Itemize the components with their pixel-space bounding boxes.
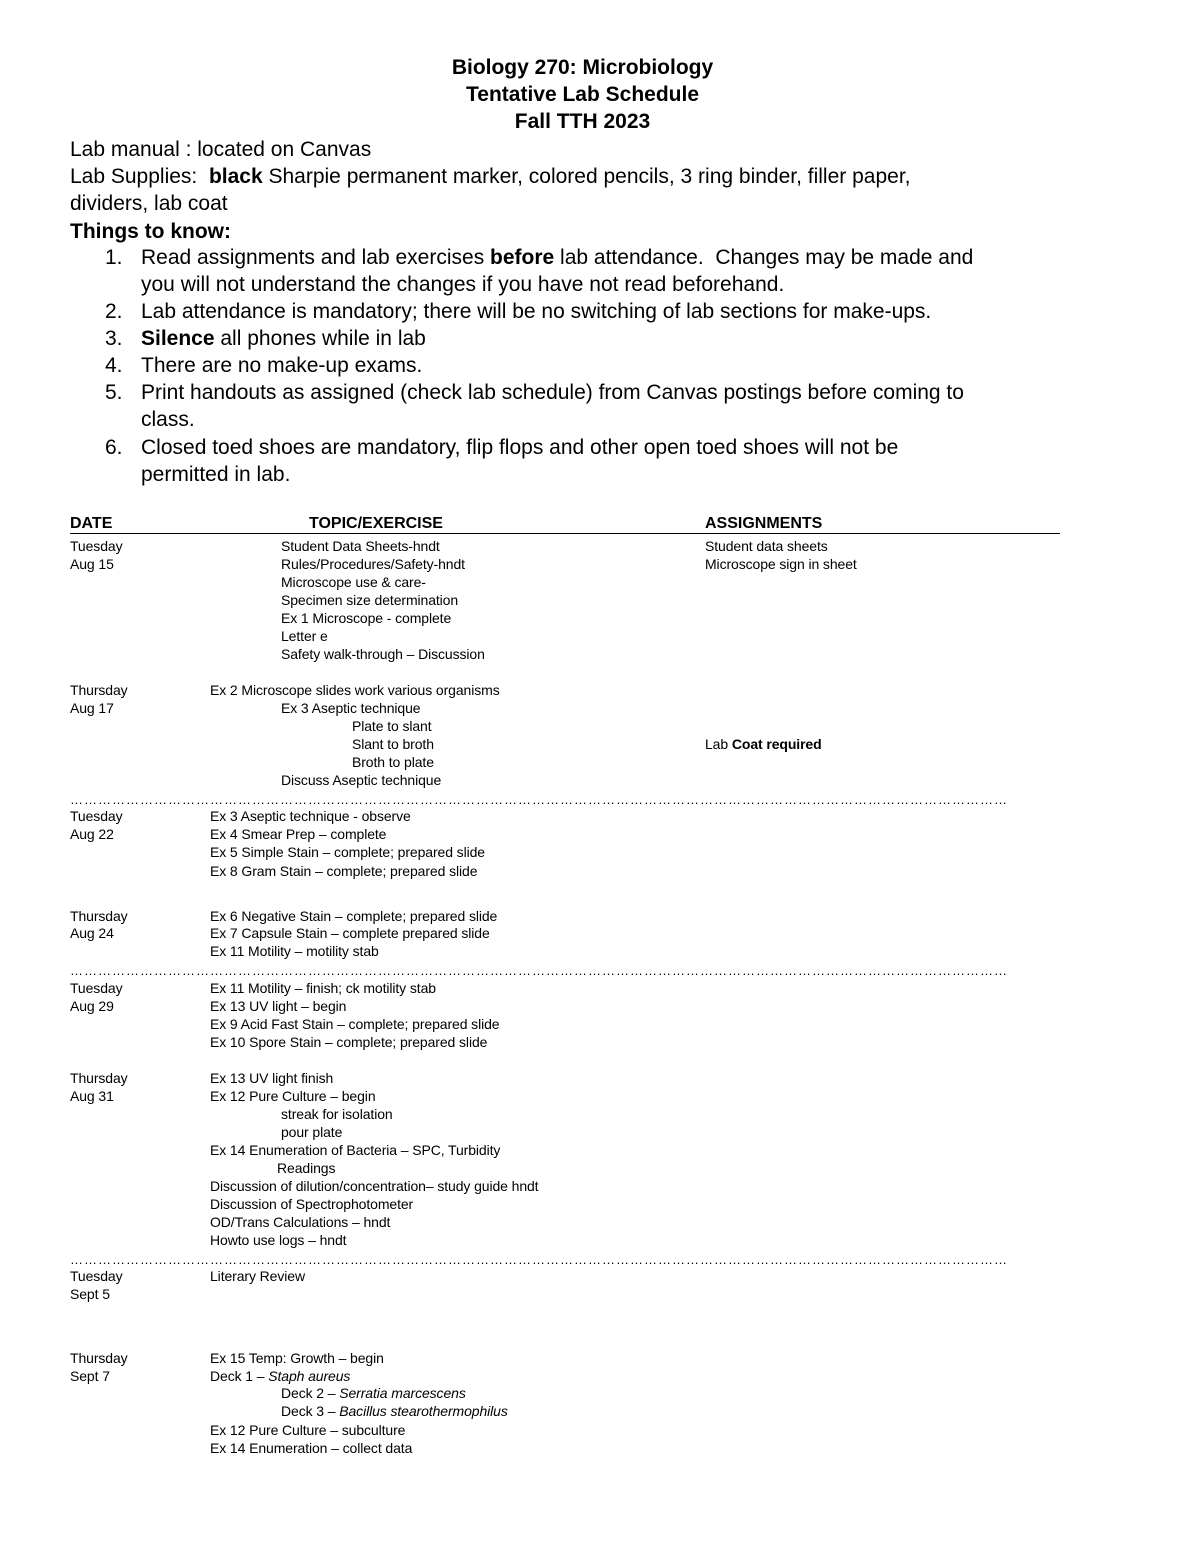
topic-line: Microscope use & care-: [281, 574, 426, 590]
topic-line: Ex 12 Pure Culture – subculture: [210, 1422, 406, 1438]
deck-label: Deck 1 –: [210, 1368, 269, 1384]
session-day: Tuesday: [70, 1268, 123, 1284]
things-item-4: There are no make-up exams.: [141, 354, 423, 377]
topic-line: Ex 2 Microscope slides work various organisms: [210, 682, 500, 698]
doc-subtitle: Tentative Lab Schedule: [466, 83, 699, 106]
topic-line: Ex 11 Motility – motility stab: [210, 943, 379, 959]
topic-line: Ex 13 UV light finish: [210, 1070, 334, 1086]
supplies-rest: Sharpie permanent marker, colored pencils, 3 ring binder, filler paper,: [262, 165, 911, 188]
topic-line: Literary Review: [210, 1268, 305, 1284]
session-day: Thursday: [70, 1070, 128, 1086]
topic-line: Ex 8 Gram Stain – complete; prepared slide: [210, 863, 478, 879]
topic-line: Broth to plate: [352, 754, 434, 770]
topic-line: Ex 9 Acid Fast Stain – complete; prepared slide: [210, 1016, 500, 1032]
topic-line: Howto use logs – hndt: [210, 1232, 347, 1248]
topic-line: Rules/Procedures/Safety-hndt: [281, 556, 465, 572]
lab-supplies-line: [70, 163, 911, 190]
organism-name: Bacillus stearothermophilus: [339, 1403, 508, 1419]
dotted-separator: …………………………………………………………………………………………………………………………………………………………………………………: [70, 1255, 1008, 1265]
topic-line: Ex 3 Aseptic technique: [281, 700, 421, 716]
item-number: 6.: [105, 436, 123, 459]
topic-line: Readings: [277, 1160, 336, 1176]
topic-line: Student Data Sheets-hndt: [281, 538, 440, 554]
organism-name: Staph aureus: [268, 1368, 351, 1384]
header-topic: TOPIC/EXERCISE: [309, 515, 443, 532]
assignment-line: Student data sheets: [705, 538, 828, 554]
session-day: Tuesday: [70, 808, 123, 824]
topic-line: Discussion of Spectrophotometer: [210, 1196, 414, 1212]
topic-line: Ex 10 Spore Stain – complete; prepared slide: [210, 1034, 488, 1050]
things-heading: Things to know:: [70, 220, 231, 243]
assignment-bold: Coat required: [731, 736, 822, 752]
session-day: Tuesday: [70, 980, 123, 996]
deck-line: [281, 1384, 466, 1402]
topic-line: OD/Trans Calculations – hndt: [210, 1214, 391, 1230]
header-underline: [70, 533, 1060, 534]
topic-line: Ex 5 Simple Stain – complete; prepared slide: [210, 844, 485, 860]
session-day: Thursday: [70, 682, 128, 698]
session-date: Aug 15: [70, 556, 114, 572]
doc-title: Biology 270: Microbiology: [451, 56, 714, 79]
things-item-6-cont: permitted in lab.: [141, 463, 291, 486]
session-date: Aug 22: [70, 826, 114, 842]
item-number: 4.: [105, 354, 123, 377]
item-text: lab attendance. Changes may be made and: [554, 246, 974, 269]
topic-line: Ex 4 Smear Prep – complete: [210, 826, 387, 842]
deck-label: Deck 2 –: [281, 1385, 340, 1401]
header-date: DATE: [70, 515, 113, 532]
lab-supplies-line2: dividers, lab coat: [70, 192, 228, 215]
session-date: Aug 31: [70, 1088, 114, 1104]
topic-line: Ex 14 Enumeration – collect data: [210, 1440, 413, 1456]
item-number: 2.: [105, 300, 123, 323]
assignment-line: Microscope sign in sheet: [705, 556, 857, 572]
session-day: Thursday: [70, 908, 128, 924]
header-assignments: ASSIGNMENTS: [705, 515, 823, 532]
session-date: Sept 7: [70, 1368, 110, 1384]
session-day: Thursday: [70, 1350, 128, 1366]
topic-line: Letter e: [281, 628, 328, 644]
topic-line: Plate to slant: [352, 718, 432, 734]
topic-line: Ex 12 Pure Culture – begin: [210, 1088, 376, 1104]
session-date: Aug 17: [70, 700, 114, 716]
topic-line: Discussion of dilution/concentration– study guide hndt: [210, 1178, 539, 1194]
session-day: Tuesday: [70, 538, 123, 554]
topic-line: Discuss Aseptic technique: [281, 772, 442, 788]
topic-line: Ex 14 Enumeration of Bacteria – SPC, Turbidity: [210, 1142, 501, 1158]
deck-line: [281, 1402, 508, 1420]
topic-line: Slant to broth: [352, 736, 434, 752]
session-date: Sept 5: [70, 1286, 110, 1302]
things-item-6: Closed toed shoes are mandatory, flip flops and other open toed shoes will not be: [141, 436, 899, 459]
things-item-5-cont: class.: [141, 408, 195, 431]
dotted-separator: …………………………………………………………………………………………………………………………………………………………………………………: [70, 966, 1008, 976]
things-item-1: [141, 244, 973, 271]
deck-label: Deck 3 –: [281, 1403, 340, 1419]
lab-manual-line: Lab manual : located on Canvas: [70, 138, 372, 161]
things-item-5: Print handouts as assigned (check lab schedule) from Canvas postings before coming to: [141, 381, 964, 404]
topic-line: Ex 1 Microscope - complete: [281, 610, 452, 626]
assignment-line: [705, 735, 822, 753]
item-number: 5.: [105, 381, 123, 404]
doc-term: Fall TTH 2023: [514, 110, 651, 133]
assignment-text: Lab: [705, 736, 732, 752]
topic-line: streak for isolation: [281, 1106, 393, 1122]
deck-line: [210, 1367, 350, 1385]
topic-line: pour plate: [281, 1124, 343, 1140]
things-item-2: Lab attendance is mandatory; there will be no switching of lab sections for make-ups.: [141, 300, 932, 323]
things-item-1-cont: you will not understand the changes if you have not read beforehand.: [141, 273, 785, 296]
organism-name: Serratia marcescens: [339, 1385, 466, 1401]
item-text: all phones while in lab: [214, 327, 426, 350]
topic-line: Ex 11 Motility – finish; ck motility stab: [210, 980, 436, 996]
topic-line: Ex 3 Aseptic technique - observe: [210, 808, 411, 824]
supplies-bold: black: [208, 165, 263, 188]
session-date: Aug 24: [70, 925, 114, 941]
topic-line: Specimen size determination: [281, 592, 459, 608]
things-item-3: [141, 325, 426, 352]
topic-line: Safety walk-through – Discussion: [281, 646, 485, 662]
topic-line: Ex 15 Temp: Growth – begin: [210, 1350, 384, 1366]
topic-line: Ex 7 Capsule Stain – complete prepared slide: [210, 925, 490, 941]
item-bold: Silence: [141, 327, 215, 350]
supplies-prefix: Lab Supplies:: [70, 165, 209, 188]
item-number: 3.: [105, 327, 123, 350]
session-date: Aug 29: [70, 998, 114, 1014]
dotted-separator: …………………………………………………………………………………………………………………………………………………………………………………: [70, 795, 1008, 805]
item-bold: before: [490, 246, 555, 269]
item-number: 1.: [105, 246, 123, 269]
topic-line: Ex 13 UV light – begin: [210, 998, 347, 1014]
topic-line: Ex 6 Negative Stain – complete; prepared slide: [210, 908, 498, 924]
item-text: Read assignments and lab exercises: [141, 246, 491, 269]
